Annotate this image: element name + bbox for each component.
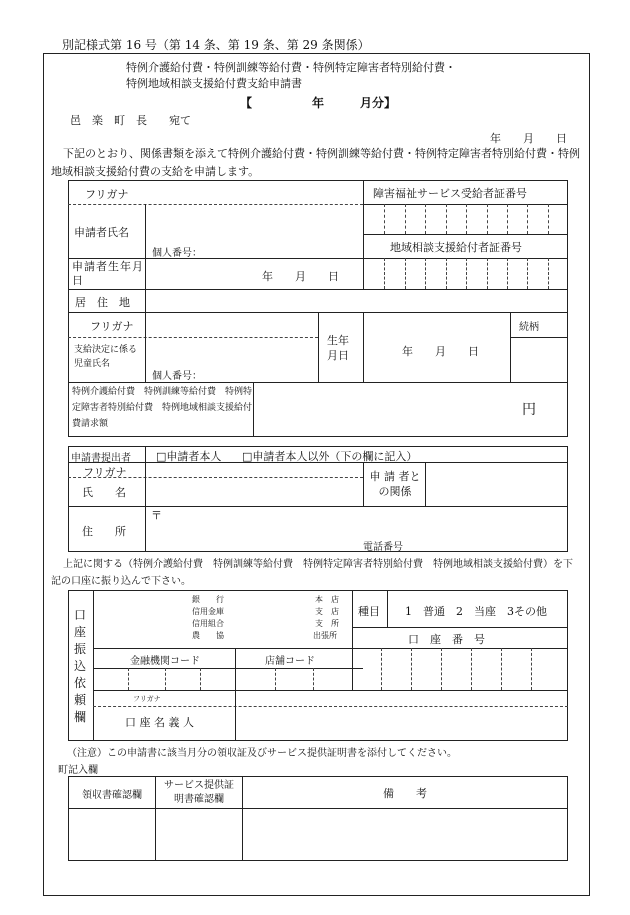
bank-code-label: 金融機関コード	[130, 656, 200, 667]
relation-label: 続柄	[519, 322, 539, 333]
applicant-birth-date: 年 月 日	[262, 270, 339, 283]
applicant-name-label: 申請者氏名	[74, 226, 129, 239]
child-name-label: 支給決定に係る児童氏名	[74, 345, 138, 369]
applicant-birth-label: 申請者生年月日	[72, 260, 144, 287]
submitter-option-self[interactable]: □申請者本人	[156, 450, 222, 463]
child-individual-number-label: 個人番号：	[152, 371, 202, 382]
submission-date: 年 月 日	[490, 132, 567, 145]
child-birth-label: 生年月日	[327, 334, 349, 362]
submitter-furigana-label: フリガナ	[83, 466, 127, 479]
attachment-note: （注意）この申請書に該当月分の領収証及びサービス提供証明書を添付してください。	[67, 748, 457, 759]
branch-type-0: 本 店	[315, 595, 339, 604]
form-number: 別記様式第 16 号（第 14 条、第 19 条、第 29 条関係）	[62, 38, 370, 52]
transfer-text: 上記に関する（特例介護給付費 特例訓練等給付費 特例特定障害者特別給付費 特例地域相談支援給付費）を下記の口座に振り込んで下さい。	[51, 559, 573, 587]
branch-type-2: 支 所	[315, 619, 339, 628]
bank-type-1: 信用金庫	[192, 607, 224, 616]
month-bracket: 【 年 月分】	[240, 96, 397, 110]
service-check-label: サービス提供証明書確認欄	[164, 780, 234, 805]
postal-mark: 〒	[151, 509, 162, 522]
applicant-individual-number-label: 個人番号：	[152, 248, 202, 259]
submitter-label: 申請書提出者	[71, 453, 131, 464]
addressee: 邑 楽 町 長 宛て	[70, 114, 191, 127]
receipt-check-label: 領収書確認欄	[82, 790, 142, 801]
office-section-label: 町記入欄	[58, 765, 98, 776]
form-title-line2: 特例地域相談支援給付費支給申請書	[126, 77, 302, 90]
claim-label: 特例介護給付費 特例訓練等給付費 特例特定障害者特別給付費 特例地域相談支援給付費請求額	[72, 387, 253, 429]
bank-section-label: 口座振込依頼欄	[74, 608, 87, 724]
holder-furigana-label: フリガナ	[133, 695, 161, 703]
address-field[interactable]	[146, 290, 567, 311]
branch-type-1: 支 店	[315, 607, 339, 616]
form-title-line1: 特例介護給付費・特例訓練等給付費・特例特定障害者特別給付費・	[126, 61, 456, 74]
submitter-option-other[interactable]: □申請者本人以外（下の欄に記入）	[242, 450, 418, 463]
child-birth-date: 年 月 日	[402, 345, 479, 358]
intro-text: 下記のとおり、関係書類を添えて特例介護給付費・特例訓練等給付費・特例特定障害者特別給付費・特例地域相談支援給付費の支給を申請します。	[51, 147, 580, 178]
branch-type-3: 出張所	[313, 631, 337, 640]
branch-code-label: 店舗コード	[265, 656, 315, 667]
bank-type-0: 銀 行	[192, 595, 224, 604]
bank-type-2: 信用組合	[192, 619, 224, 628]
consult-cert-label: 地域相談支援給付者証番号	[390, 241, 522, 254]
account-holder-label: 口 座 名 義 人	[125, 716, 194, 729]
applicant-furigana-label: フリガナ	[85, 188, 129, 201]
yen-unit: 円	[522, 402, 536, 418]
office-table	[68, 776, 568, 861]
service-cert-label: 障害福祉サービス受給者証番号	[373, 187, 527, 200]
child-furigana-label: フリガナ	[90, 320, 134, 333]
account-kind-label: 種目	[358, 605, 380, 618]
phone-label: 電話番号	[363, 542, 403, 553]
submitter-address-label: 住 所	[82, 525, 126, 538]
account-kind-options[interactable]: 1 普通 2 当座 3その他	[405, 605, 547, 618]
address-label: 居 住 地	[75, 296, 130, 309]
bank-type-3: 農 協	[192, 631, 224, 640]
remarks-label: 備 考	[383, 787, 427, 800]
submitter-relation-label: 申 請 者との関係	[369, 470, 421, 498]
account-number-label: 口 座 番 号	[408, 633, 485, 646]
submitter-name-label: 氏 名	[82, 486, 126, 499]
